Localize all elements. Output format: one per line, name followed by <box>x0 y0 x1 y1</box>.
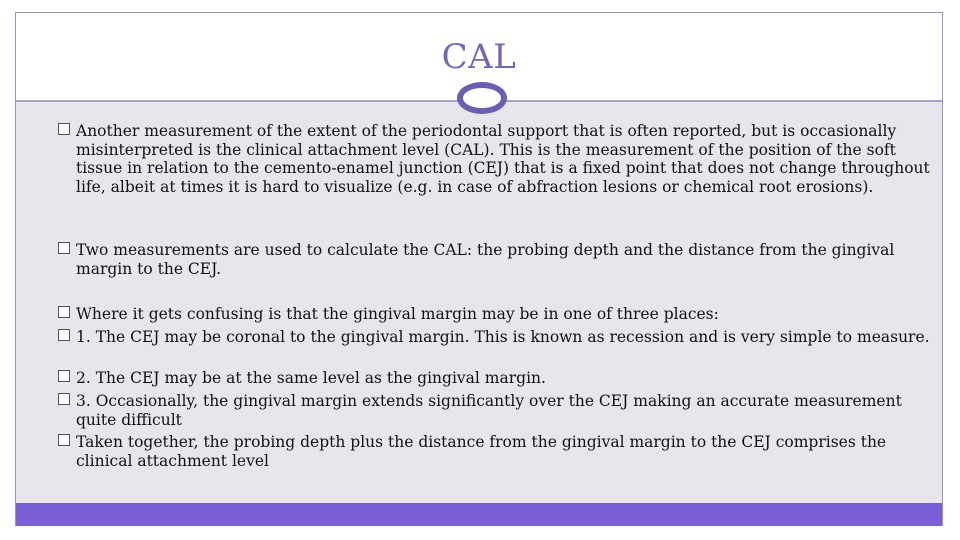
bullet-item <box>58 433 938 470</box>
content-area <box>16 102 942 503</box>
bullet-item <box>58 369 938 388</box>
bullet-item <box>58 305 938 324</box>
bullet-item <box>58 241 938 278</box>
footer-bar <box>16 503 942 526</box>
bullet-box-icon <box>58 123 70 135</box>
bullet-text: Taken together, the probing depth plus the distance from the gingival margin to the CEJ comprises the clinical attachment level <box>76 433 887 470</box>
bullet-text: Where it gets confusing is that the gingival margin may be in one of three places: <box>76 305 719 323</box>
slide-title: CAL <box>441 37 517 77</box>
bullet-box-icon <box>58 393 70 405</box>
bullet-box-icon <box>58 434 70 446</box>
decorative-circle-icon <box>457 82 507 114</box>
bullet-box-icon <box>58 306 70 318</box>
bullet-text: 1. The CEJ may be coronal to the gingival margin. This is known as recession and is very simple to measure. <box>76 328 930 346</box>
bullet-text: Another measurement of the extent of the periodontal support that is often reported, but is occasionally misinterpreted is the clinical attachment level (CAL). This is the measurement of the position of the soft tissue in relation to the cemento-enamel junction (CEJ) that is a fixed point that does not change throughout life, albeit at times it is hard to visualize (e.g. in case of abfraction lesions or chemical root erosions). <box>76 122 930 196</box>
bullet-item <box>58 392 938 429</box>
bullet-item <box>58 328 938 347</box>
bullet-box-icon <box>58 242 70 254</box>
bullet-text: 2. The CEJ may be at the same level as the gingival margin. <box>76 369 546 387</box>
bullet-text: Two measurements are used to calculate the CAL: the probing depth and the distance from the gingival margin to the CEJ. <box>76 241 895 278</box>
bullet-item <box>58 122 938 196</box>
bullet-box-icon <box>58 370 70 382</box>
bullet-box-icon <box>58 329 70 341</box>
bullet-text: 3. Occasionally, the gingival margin extends significantly over the CEJ making an accurate measurement quite difficult <box>76 392 902 429</box>
